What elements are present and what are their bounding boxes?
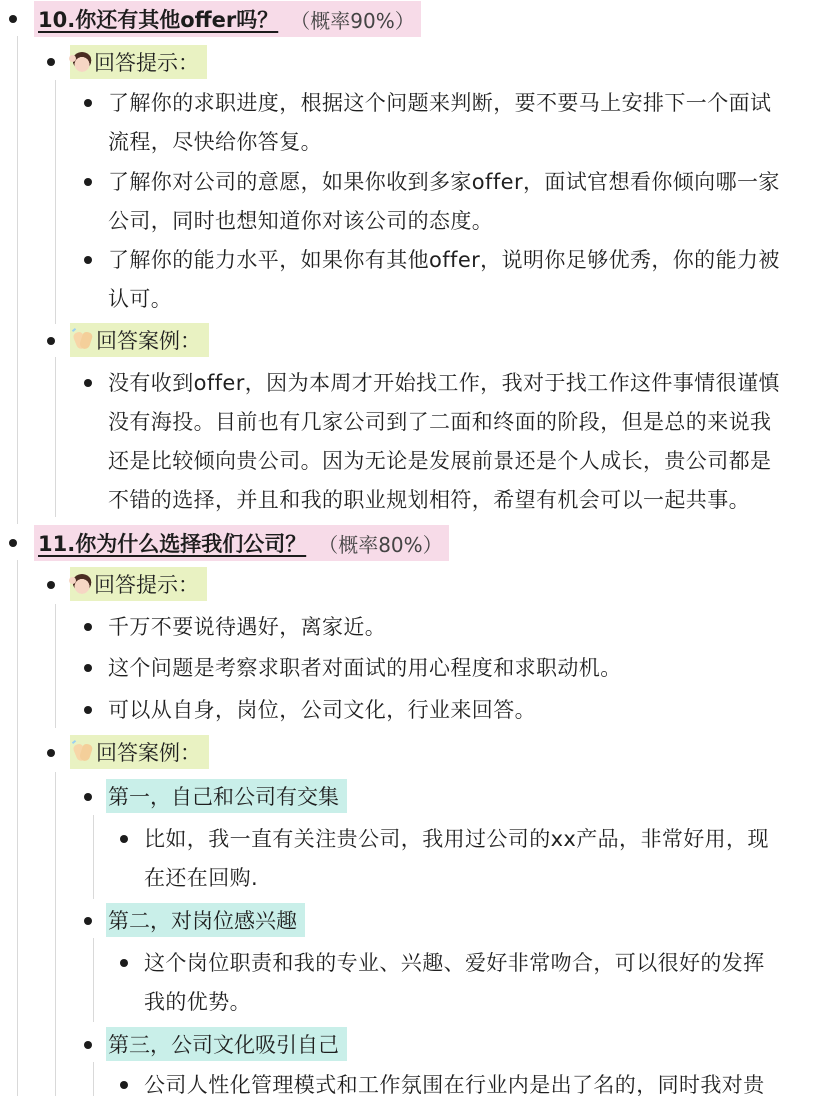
bullet: [120, 959, 128, 967]
question-heading: [34, 525, 449, 561]
point-heading: [106, 1027, 347, 1061]
text-line: 不错的选择，并且和我的职业规划相符，希望有机会可以一起共事。: [108, 488, 750, 512]
indent-guide: [93, 1062, 94, 1096]
tip-text: [108, 163, 780, 241]
point-text: [144, 944, 765, 1022]
indent-guide: [55, 80, 56, 324]
bullet: [84, 664, 92, 672]
bullet: [120, 835, 128, 843]
bullet: [120, 1081, 128, 1089]
text-line: 公司人性化管理模式和工作氛围在行业内是出了名的，同时我对贵: [144, 1073, 765, 1096]
tip-text: [108, 608, 386, 647]
text-line: 千万不要说待遇好，离家近。: [108, 615, 387, 639]
woman-face-icon: [72, 574, 92, 594]
point-heading-text: 第三，公司文化吸引自己: [108, 1033, 339, 1057]
bullet: [47, 749, 55, 757]
indent-guide: [17, 36, 18, 524]
bullet: [84, 256, 92, 264]
tip-heading: [70, 567, 207, 601]
case-text: [108, 364, 780, 520]
bullet: [84, 917, 92, 925]
indent-guide: [17, 560, 18, 1096]
text-line: 这个问题是考察求职者对面试的用心程度和求职动机。: [108, 656, 622, 680]
point-text: [144, 1066, 765, 1096]
tip-text: [108, 649, 622, 688]
text-line: 流程，尽快给你答复。: [108, 130, 322, 154]
point-text: [144, 820, 769, 898]
indent-guide: [55, 357, 56, 517]
bullet: [47, 58, 55, 66]
case-heading: [70, 735, 209, 769]
tip-text: [108, 691, 536, 730]
text-line: 没有海投。目前也有几家公司到了二面和终面的阶段，但是总的来说我: [108, 410, 772, 434]
clapping-hands-icon: [72, 741, 94, 763]
bullet: [84, 706, 92, 714]
bullet: [47, 337, 55, 345]
indent-guide: [55, 604, 56, 728]
case-label: 回答案例：: [96, 741, 201, 765]
bullet: [84, 623, 92, 631]
text-line: 可以从自身，岗位，公司文化，行业来回答。: [108, 698, 536, 722]
text-line: 认可。: [108, 287, 173, 311]
question-probability: （概率90%）: [290, 8, 415, 33]
case-heading: [70, 323, 209, 357]
clapping-hands-icon: [72, 329, 94, 351]
question-heading: [34, 1, 421, 37]
text-line: 了解你的能力水平，如果你有其他offer，说明你足够优秀，你的能力被: [108, 248, 780, 272]
bullet: [9, 15, 17, 23]
text-line: 没有收到offer，因为本周才开始找工作，我对于找工作这件事情很谨慎: [108, 371, 780, 395]
point-heading-text: 第二，对岗位感兴趣: [108, 909, 297, 933]
bullet: [84, 1041, 92, 1049]
text-line: 在还在回购.: [144, 866, 259, 890]
point-heading: [106, 903, 305, 937]
bullet: [9, 539, 17, 547]
bullet: [84, 793, 92, 801]
question-title: 11.你为什么选择我们公司？: [38, 532, 307, 556]
point-heading-text: 第一，自己和公司有交集: [108, 785, 339, 809]
case-label: 回答案例：: [96, 329, 201, 353]
tip-label: 回答提示：: [94, 51, 199, 75]
point-heading: [106, 779, 347, 813]
bullet: [84, 99, 92, 107]
text-line: 了解你的求职进度，根据这个问题来判断，要不要马上安排下一个面试: [108, 91, 772, 115]
tip-text: [108, 241, 780, 319]
text-line: 比如，我一直有关注贵公司，我用过公司的xx产品，非常好用，现: [144, 827, 769, 851]
indent-guide: [93, 938, 94, 1022]
text-line: 我的优势。: [144, 990, 251, 1014]
indent-guide: [93, 815, 94, 899]
question-title: 10.你还有其他offer吗？: [38, 8, 279, 32]
bullet: [84, 379, 92, 387]
bullet: [47, 581, 55, 589]
question-probability: （概率80%）: [318, 532, 443, 557]
indent-guide: [55, 772, 56, 1096]
tip-label: 回答提示：: [94, 573, 199, 597]
woman-face-icon: [72, 52, 92, 72]
bullet: [84, 178, 92, 186]
text-line: 公司，同时也想知道你对该公司的态度。: [108, 209, 494, 233]
text-line: 还是比较倾向贵公司。因为无论是发展前景还是个人成长，贵公司都是: [108, 449, 772, 473]
tip-heading: [70, 45, 207, 79]
text-line: 了解你对公司的意愿，如果你收到多家offer，面试官想看你倾向哪一家: [108, 170, 780, 194]
tip-text: [108, 84, 771, 162]
text-line: 这个岗位职责和我的专业、兴趣、爱好非常吻合，可以很好的发挥: [144, 951, 765, 975]
